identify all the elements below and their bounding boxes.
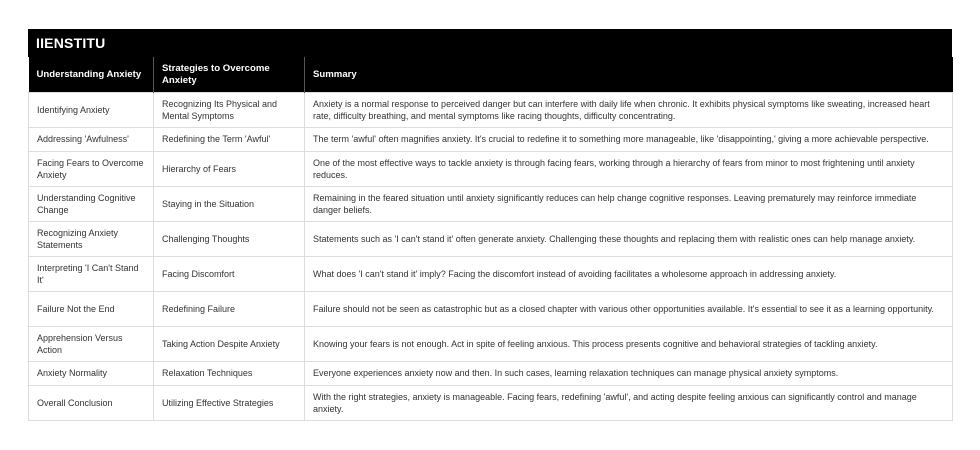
table-row — [29, 93, 953, 128]
table-header-row — [29, 57, 953, 93]
strategy-cell: Recognizing Its Physical and Mental Symptoms — [154, 93, 305, 128]
topic-cell: Identifying Anxiety — [29, 93, 154, 128]
table-row — [29, 128, 953, 152]
brand-title: IIENSTITU — [28, 29, 952, 57]
table-row — [29, 187, 953, 222]
content-table-card — [28, 29, 952, 421]
summary-cell: Remaining in the feared situation until anxiety significantly reduces can help change cognitive responses. Leaving prematurely may reinforce immediate danger beliefs. — [305, 187, 953, 222]
strategy-cell: Relaxation Techniques — [154, 362, 305, 386]
summary-cell: Statements such as 'I can't stand it' often generate anxiety. Challenging these thoughts and replacing them with realistic ones can help manage anxiety. — [305, 222, 953, 257]
table-row — [29, 257, 953, 292]
summary-cell: Knowing your fears is not enough. Act in spite of feeling anxious. This process presents cognitive and behavioral strategies of tackling anxiety. — [305, 327, 953, 362]
column-header-strategy: Strategies to Overcome Anxiety — [154, 57, 305, 93]
strategy-cell: Challenging Thoughts — [154, 222, 305, 257]
topic-cell: Addressing 'Awfulness' — [29, 128, 154, 152]
topic-cell: Anxiety Normality — [29, 362, 154, 386]
summary-cell: Failure should not be seen as catastrophic but as a closed chapter with various other opportunities available. It's essential to see it as a learning opportunity. — [305, 292, 953, 327]
table-row — [29, 362, 953, 386]
topic-cell: Apprehension Versus Action — [29, 327, 154, 362]
table-row — [29, 222, 953, 257]
table-row — [29, 386, 953, 421]
topic-cell: Facing Fears to Overcome Anxiety — [29, 152, 154, 187]
topic-cell: Failure Not the End — [29, 292, 154, 327]
table-row — [29, 292, 953, 327]
strategy-cell: Redefining the Term 'Awful' — [154, 128, 305, 152]
table-row — [29, 327, 953, 362]
topic-cell: Interpreting 'I Can't Stand It' — [29, 257, 154, 292]
strategy-cell: Taking Action Despite Anxiety — [154, 327, 305, 362]
table-row — [29, 152, 953, 187]
topic-cell: Understanding Cognitive Change — [29, 187, 154, 222]
anxiety-strategies-table — [28, 57, 953, 421]
column-header-topic: Understanding Anxiety — [29, 57, 154, 93]
summary-cell: Everyone experiences anxiety now and then. In such cases, learning relaxation techniques can manage physical anxiety symptoms. — [305, 362, 953, 386]
summary-cell: One of the most effective ways to tackle anxiety is through facing fears, working through a hierarchy of fears from minor to most frightening until anxiety reduces. — [305, 152, 953, 187]
summary-cell: The term 'awful' often magnifies anxiety. It's crucial to redefine it to something more manageable, like 'disappointing,' giving a more achievable perspective. — [305, 128, 953, 152]
column-header-summary: Summary — [305, 57, 953, 93]
strategy-cell: Utilizing Effective Strategies — [154, 386, 305, 421]
summary-cell: With the right strategies, anxiety is manageable. Facing fears, redefining 'awful', and acting despite feeling anxious can significantly control and manage anxiety. — [305, 386, 953, 421]
strategy-cell: Facing Discomfort — [154, 257, 305, 292]
strategy-cell: Redefining Failure — [154, 292, 305, 327]
summary-cell: What does 'I can't stand it' imply? Facing the discomfort instead of avoiding facilitates a wholesome approach in addressing anxiety. — [305, 257, 953, 292]
topic-cell: Overall Conclusion — [29, 386, 154, 421]
summary-cell: Anxiety is a normal response to perceived danger but can interfere with daily life when chronic. It exhibits physical symptoms like sweating, increased heart rate, difficulty breathing, and mental symptoms like racing thoughts, difficulty concentrating. — [305, 93, 953, 128]
strategy-cell: Staying in the Situation — [154, 187, 305, 222]
topic-cell: Recognizing Anxiety Statements — [29, 222, 154, 257]
strategy-cell: Hierarchy of Fears — [154, 152, 305, 187]
